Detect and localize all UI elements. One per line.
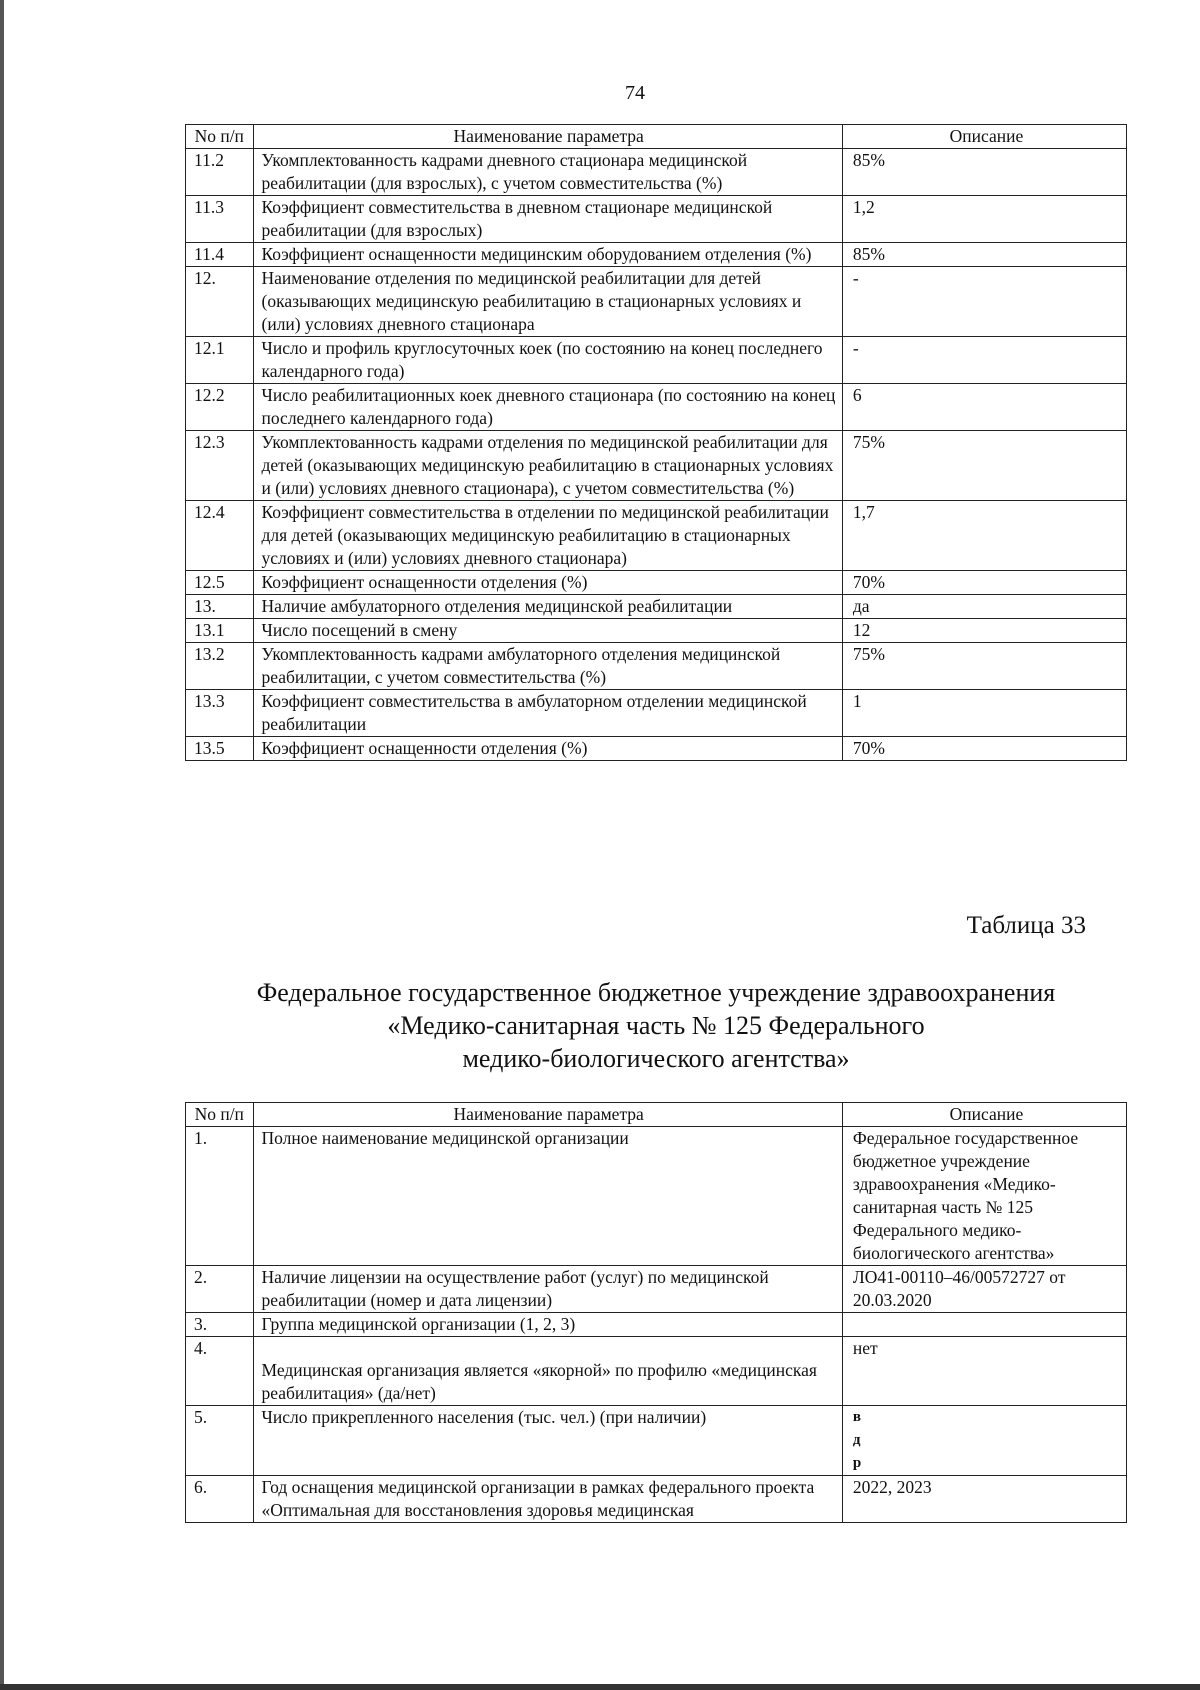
row-num: 13.2 xyxy=(186,643,254,690)
row-desc: 85% xyxy=(842,243,1126,267)
org-title-line: медико-биологического агентства» xyxy=(462,1044,850,1073)
scan-edge-left xyxy=(0,0,4,1690)
row-num: 12.3 xyxy=(186,431,254,501)
table-header-row xyxy=(186,1103,1127,1127)
row-name: Укомплектованность кадрами дневного стационара медицинской реабилитации (для взрослых), с учетом совместительства (%) xyxy=(253,149,842,196)
row-desc: 1,2 xyxy=(842,196,1126,243)
row-num: 12. xyxy=(186,267,254,337)
row-desc: Федеральное государственное бюджетное учреждение здравоохранения «Медико-санитарная часть № 125 Федерального медико-биологического агентства» xyxy=(842,1127,1126,1266)
row-desc: 70% xyxy=(842,737,1126,761)
table-row xyxy=(186,643,1127,690)
row-num: 11.4 xyxy=(186,243,254,267)
row-name: Медицинская организация является «якорной» по профилю «медицинская реабилитация» (да/нет) xyxy=(253,1337,842,1406)
row-name: Укомплектованность кадрами отделения по медицинской реабилитации для детей (оказывающих медицинскую реабилитацию в стационарных условиях и (или) условиях дневного стационара), с учетом совместительства (%) xyxy=(253,431,842,501)
row-name: Число посещений в смену xyxy=(253,619,842,643)
row-name: Число реабилитационных коек дневного стационара (по состоянию на конец последнего календарного года) xyxy=(253,384,842,431)
row-name: Коэффициент совместительства в амбулаторном отделении медицинской реабилитации xyxy=(253,690,842,737)
table-row xyxy=(186,431,1127,501)
row-num: 5. xyxy=(186,1406,254,1476)
row-name: Коэффициент совместительства в отделении по медицинской реабилитации для детей (оказывающих медицинскую реабилитацию в стационарных условиях и (или) условиях дневного стационара) xyxy=(253,501,842,571)
table-row xyxy=(186,737,1127,761)
row-name: Коэффициент совместительства в дневном стационаре медицинской реабилитации (для взрослых) xyxy=(253,196,842,243)
row-name: Год оснащения медицинской организации в рамках федерального проекта «Оптимальная для восстановления здоровья медицинская xyxy=(253,1476,842,1523)
organization-title xyxy=(185,976,1127,1075)
row-name: Полное наименование медицинской организации xyxy=(253,1127,842,1266)
row-name: Укомплектованность кадрами амбулаторного отделения медицинской реабилитации, с учетом совместительства (%) xyxy=(253,643,842,690)
row-num: 12.2 xyxy=(186,384,254,431)
row-desc: 1 xyxy=(842,690,1126,737)
table-row xyxy=(186,337,1127,384)
table-row xyxy=(186,149,1127,196)
header-num: No п/п xyxy=(186,125,254,149)
row-desc: 12 xyxy=(842,619,1126,643)
row-desc xyxy=(842,1313,1126,1337)
table-row xyxy=(186,243,1127,267)
row-num: 13. xyxy=(186,595,254,619)
table-row xyxy=(186,690,1127,737)
row-desc: да xyxy=(842,595,1126,619)
row-num: 1. xyxy=(186,1127,254,1266)
row-num: 6. xyxy=(186,1476,254,1523)
row-desc: 70% xyxy=(842,571,1126,595)
header-name: Наименование параметра xyxy=(253,125,842,149)
table-row xyxy=(186,1406,1127,1476)
row-desc: 75% xyxy=(842,431,1126,501)
header-desc: Описание xyxy=(842,1103,1126,1127)
table-row xyxy=(186,196,1127,243)
row-num: 13.5 xyxy=(186,737,254,761)
page-number: 74 xyxy=(625,82,645,104)
row-name: Группа медицинской организации (1, 2, 3) xyxy=(253,1313,842,1337)
row-desc: 75% xyxy=(842,643,1126,690)
stacked-letter: в xyxy=(852,1409,861,1425)
row-name: Коэффициент оснащенности отделения (%) xyxy=(253,737,842,761)
table-row xyxy=(186,1313,1127,1337)
row-name: Наименование отделения по медицинской реабилитации для детей (оказывающих медицинскую реабилитацию в стационарных условиях и (или) условиях дневного стационара xyxy=(253,267,842,337)
table-row xyxy=(186,1476,1127,1523)
row-num: 12.4 xyxy=(186,501,254,571)
row-num: 13.3 xyxy=(186,690,254,737)
row-num: 4. xyxy=(186,1337,254,1406)
scan-edge-bottom xyxy=(0,1684,1200,1690)
table-row xyxy=(186,501,1127,571)
row-desc: - xyxy=(842,337,1126,384)
row-num: 13.1 xyxy=(186,619,254,643)
parameters-table-top xyxy=(185,124,1127,761)
table-row xyxy=(186,1127,1127,1266)
row-desc: нет xyxy=(842,1337,1126,1406)
table-row xyxy=(186,595,1127,619)
row-num: 2. xyxy=(186,1266,254,1313)
table-row xyxy=(186,571,1127,595)
row-desc: ЛО41-00110–46/00572727 от 20.03.2020 xyxy=(842,1266,1126,1313)
stacked-letter: д xyxy=(852,1432,861,1448)
row-desc: 1,7 xyxy=(842,501,1126,571)
row-name: Коэффициент оснащенности отделения (%) xyxy=(253,571,842,595)
row-num: 11.2 xyxy=(186,149,254,196)
header-num: No п/п xyxy=(186,1103,254,1127)
header-desc: Описание xyxy=(842,125,1126,149)
row-num: 3. xyxy=(186,1313,254,1337)
row-num: 11.3 xyxy=(186,196,254,243)
row-num: 12.5 xyxy=(186,571,254,595)
org-title-line: «Медико-санитарная часть № 125 Федерального xyxy=(387,1011,925,1040)
row-desc: 85% xyxy=(842,149,1126,196)
table-row xyxy=(186,1266,1127,1313)
row-name: Число прикрепленного населения (тыс. чел.) (при наличии) xyxy=(253,1406,842,1476)
row-name: Коэффициент оснащенности медицинским оборудованием отделения (%) xyxy=(253,243,842,267)
row-name: Число и профиль круглосуточных коек (по состоянию на конец последнего календарного года) xyxy=(253,337,842,384)
row-desc: 6 xyxy=(842,384,1126,431)
row-num: 12.1 xyxy=(186,337,254,384)
parameters-table-bottom xyxy=(185,1102,1127,1523)
row-desc: - xyxy=(842,267,1126,337)
table-row xyxy=(186,619,1127,643)
org-title-line: Федеральное государственное бюджетное учреждение здравоохранения xyxy=(256,978,1056,1007)
table-row xyxy=(186,384,1127,431)
stacked-letter: р xyxy=(852,1455,862,1471)
table-caption: Таблица 33 xyxy=(966,912,1086,939)
header-name: Наименование параметра xyxy=(253,1103,842,1127)
row-name: Наличие амбулаторного отделения медицинской реабилитации xyxy=(253,595,842,619)
table-header-row xyxy=(186,125,1127,149)
row-desc: 2022, 2023 xyxy=(842,1476,1126,1523)
table-row xyxy=(186,267,1127,337)
table-row xyxy=(186,1337,1127,1406)
row-desc xyxy=(842,1406,1126,1476)
row-name: Наличие лицензии на осуществление работ (услуг) по медицинской реабилитации (номер и дата лицензии) xyxy=(253,1266,842,1313)
